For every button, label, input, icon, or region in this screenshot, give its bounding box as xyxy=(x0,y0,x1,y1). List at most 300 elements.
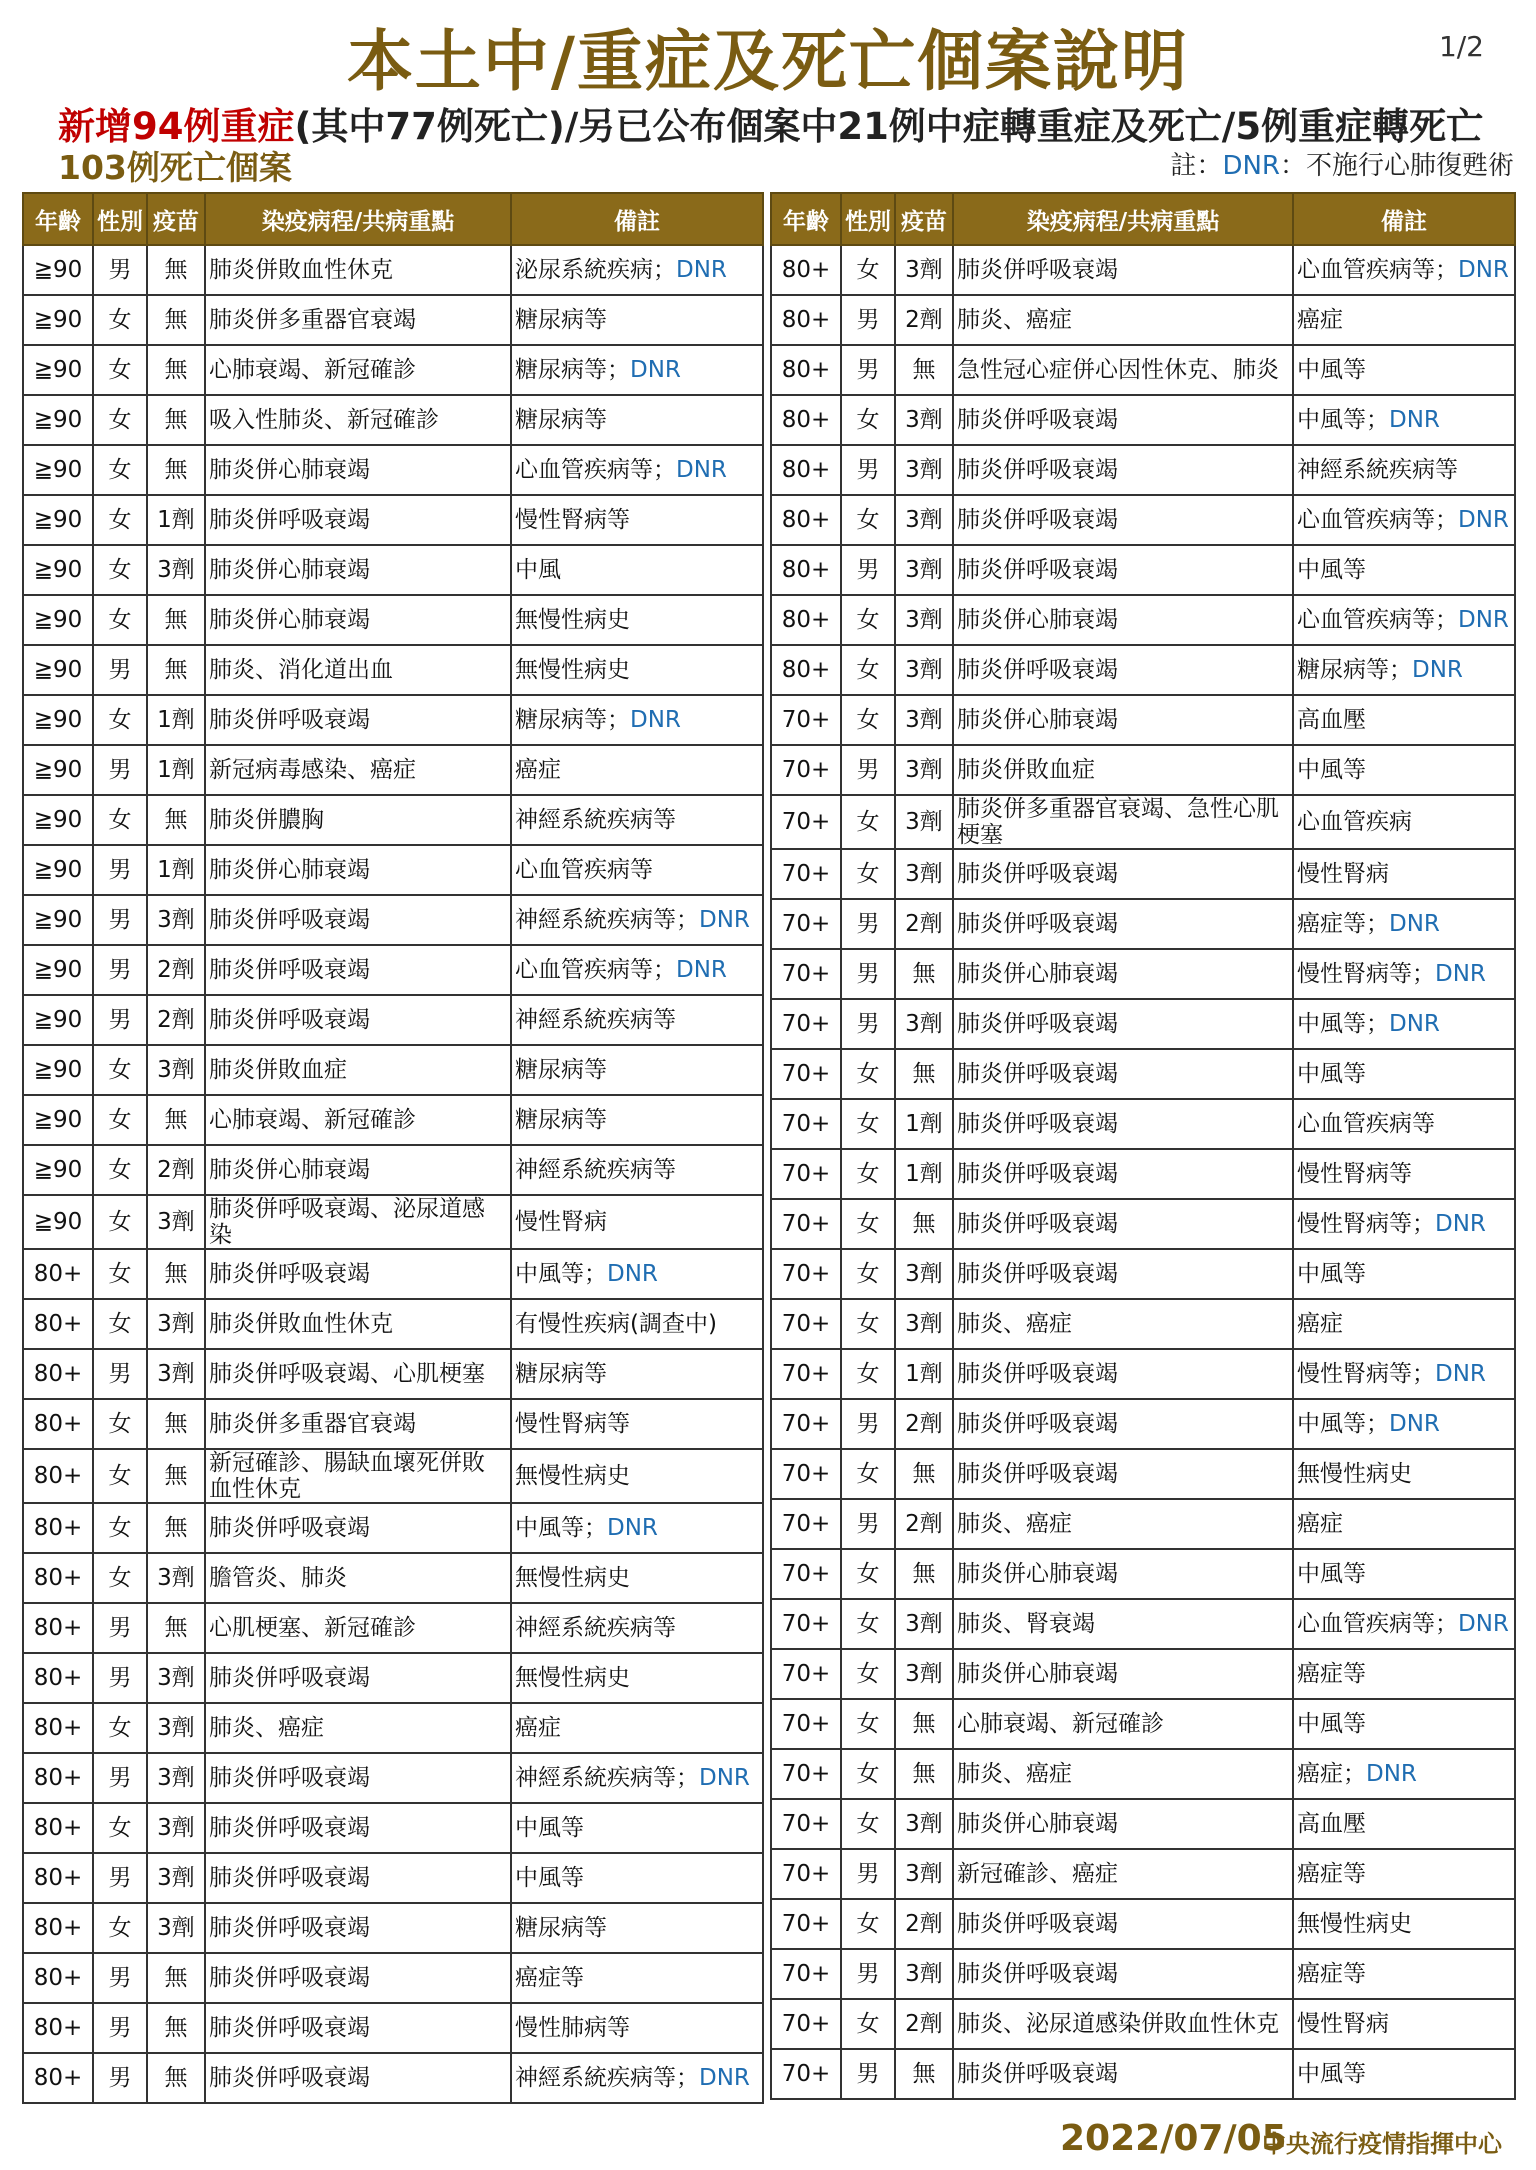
header-age: 年齡 xyxy=(23,193,93,245)
table-row xyxy=(23,295,763,345)
cell-course: 肺炎併呼吸衰竭 xyxy=(953,1349,1293,1399)
cell-remarks xyxy=(1293,645,1515,695)
remark-text: 無慢性病史 xyxy=(1297,1461,1412,1487)
cell-age: 80+ xyxy=(23,1653,93,1703)
cell-age: ≧90 xyxy=(23,1045,93,1095)
cell-remarks xyxy=(511,1553,763,1603)
cell-vaccine: 無 xyxy=(147,645,205,695)
cell-remarks xyxy=(511,995,763,1045)
remark-text: 癌症 xyxy=(515,1715,561,1741)
cell-sex: 女 xyxy=(93,395,147,445)
cell-vaccine: 無 xyxy=(147,295,205,345)
dnr-tag: DNR xyxy=(1389,1411,1440,1437)
cell-sex: 男 xyxy=(93,1953,147,2003)
cell-remarks xyxy=(1293,295,1515,345)
cell-course: 肺炎併呼吸衰竭 xyxy=(953,2049,1293,2099)
cell-remarks xyxy=(1293,1599,1515,1649)
cell-age: ≧90 xyxy=(23,1195,93,1249)
table-row xyxy=(771,495,1515,545)
cell-course: 肺炎併心肺衰竭 xyxy=(953,1549,1293,1599)
cell-course: 肺炎併多重器官衰竭 xyxy=(205,295,511,345)
cell-sex: 男 xyxy=(93,845,147,895)
remark-separator: ； xyxy=(676,1765,699,1791)
table-row xyxy=(771,2049,1515,2099)
cell-vaccine: 3劑 xyxy=(895,445,953,495)
cell-age: ≧90 xyxy=(23,595,93,645)
cell-sex: 男 xyxy=(841,295,895,345)
cell-sex: 女 xyxy=(93,1803,147,1853)
note-prefix: 註： xyxy=(1170,151,1223,181)
cell-vaccine: 1劑 xyxy=(147,495,205,545)
cell-remarks xyxy=(511,1903,763,1953)
table-header-row xyxy=(771,193,1515,245)
remark-text: 中風等 xyxy=(1297,1711,1366,1737)
cell-sex: 女 xyxy=(93,795,147,845)
cell-course: 肺炎併呼吸衰竭 xyxy=(953,645,1293,695)
remark-text: 中風等 xyxy=(1297,2061,1366,2087)
cell-remarks xyxy=(1293,1349,1515,1399)
table-row xyxy=(771,1049,1515,1099)
cell-age: 80+ xyxy=(771,495,841,545)
cell-vaccine: 無 xyxy=(147,2003,205,2053)
table-row xyxy=(23,395,763,445)
cell-age: 70+ xyxy=(771,1199,841,1249)
cell-age: ≧90 xyxy=(23,895,93,945)
table-row xyxy=(771,795,1515,849)
table-row xyxy=(23,795,763,845)
remark-separator: ； xyxy=(676,2065,699,2091)
table-row xyxy=(771,1899,1515,1949)
cell-course: 肺炎併心肺衰竭 xyxy=(953,595,1293,645)
table-row xyxy=(23,945,763,995)
cell-course: 肺炎併心肺衰竭 xyxy=(205,545,511,595)
cell-remarks xyxy=(511,495,763,545)
dnr-tag: DNR xyxy=(1389,407,1440,433)
cell-remarks xyxy=(1293,1049,1515,1099)
cell-course: 肺炎併心肺衰竭 xyxy=(953,1649,1293,1699)
cell-remarks xyxy=(511,745,763,795)
cell-course: 肺炎、消化道出血 xyxy=(205,645,511,695)
cell-age: 80+ xyxy=(23,1449,93,1503)
cell-remarks xyxy=(511,1703,763,1753)
left-table-body xyxy=(23,245,763,2103)
cell-age: ≧90 xyxy=(23,1095,93,1145)
cell-vaccine: 無 xyxy=(147,395,205,445)
cell-sex: 女 xyxy=(93,1399,147,1449)
cell-vaccine: 1劑 xyxy=(147,845,205,895)
cell-age: 80+ xyxy=(23,2003,93,2053)
cell-vaccine: 3劑 xyxy=(895,695,953,745)
table-row xyxy=(771,1699,1515,1749)
cell-course: 心肺衰竭、新冠確診 xyxy=(205,1095,511,1145)
cell-sex: 女 xyxy=(841,1099,895,1149)
header-sex: 性別 xyxy=(93,193,147,245)
cell-vaccine: 3劑 xyxy=(147,545,205,595)
table-row xyxy=(23,1553,763,1603)
table-row xyxy=(23,2053,763,2103)
cell-vaccine: 2劑 xyxy=(895,295,953,345)
cell-sex: 女 xyxy=(841,1149,895,1199)
cell-remarks xyxy=(1293,1499,1515,1549)
remark-separator: ； xyxy=(1412,961,1435,987)
remark-text: 中風等 xyxy=(1297,557,1366,583)
cell-remarks xyxy=(511,1503,763,1553)
table-header-row xyxy=(23,193,763,245)
cell-course: 肺炎併呼吸衰竭 xyxy=(205,1249,511,1299)
cell-sex: 女 xyxy=(93,695,147,745)
cell-age: ≧90 xyxy=(23,845,93,895)
cell-course: 肺炎併呼吸衰竭 xyxy=(205,1953,511,2003)
cell-age: ≧90 xyxy=(23,245,93,295)
subtitle-detail: (其中77例死亡)/另已公布個案中21例中症轉重症及死亡/5例重症轉死亡 xyxy=(294,105,1484,148)
cell-remarks xyxy=(1293,949,1515,999)
table-row xyxy=(771,295,1515,345)
cell-age: 70+ xyxy=(771,1099,841,1149)
cell-sex: 男 xyxy=(93,995,147,1045)
cell-course: 肺炎併心肺衰竭 xyxy=(953,695,1293,745)
header-remarks: 備註 xyxy=(511,193,763,245)
cell-age: 70+ xyxy=(771,1799,841,1849)
cell-vaccine: 3劑 xyxy=(895,1949,953,1999)
table-row xyxy=(771,1499,1515,1549)
cell-remarks xyxy=(1293,1649,1515,1699)
cell-age: 80+ xyxy=(23,1603,93,1653)
cell-course: 肺炎併呼吸衰竭 xyxy=(205,1753,511,1803)
cell-sex: 女 xyxy=(841,495,895,545)
cell-remarks xyxy=(1293,1749,1515,1799)
remark-text: 無慢性病史 xyxy=(515,607,630,633)
cell-course: 肺炎併呼吸衰竭 xyxy=(953,1399,1293,1449)
cell-age: 70+ xyxy=(771,849,841,899)
remark-text: 心血管疾病等 xyxy=(1297,257,1435,283)
cell-remarks xyxy=(1293,495,1515,545)
remark-text: 糖尿病等 xyxy=(515,357,607,383)
cell-vaccine: 無 xyxy=(147,1503,205,1553)
cell-sex: 女 xyxy=(93,1703,147,1753)
cell-vaccine: 無 xyxy=(147,1449,205,1503)
cell-sex: 男 xyxy=(841,1849,895,1899)
remark-text: 癌症等 xyxy=(1297,1861,1366,1887)
cell-course: 心肌梗塞、新冠確診 xyxy=(205,1603,511,1653)
cell-vaccine: 無 xyxy=(147,1095,205,1145)
cell-sex: 女 xyxy=(93,445,147,495)
dnr-tag: DNR xyxy=(630,357,681,383)
table-row xyxy=(771,1349,1515,1399)
cell-age: 70+ xyxy=(771,1649,841,1699)
remark-text: 癌症等 xyxy=(515,1965,584,1991)
cell-remarks xyxy=(511,395,763,445)
cell-remarks xyxy=(1293,1199,1515,1249)
cell-remarks xyxy=(1293,1249,1515,1299)
cell-vaccine: 3劑 xyxy=(895,1599,953,1649)
cell-vaccine: 2劑 xyxy=(895,1899,953,1949)
cell-age: 80+ xyxy=(771,395,841,445)
cell-course: 肺炎併心肺衰竭 xyxy=(953,1799,1293,1849)
cell-course: 肺炎併呼吸衰竭 xyxy=(953,899,1293,949)
cell-course: 肺炎併呼吸衰竭 xyxy=(205,2003,511,2053)
cell-vaccine: 無 xyxy=(895,1199,953,1249)
cell-age: 80+ xyxy=(771,545,841,595)
cell-sex: 男 xyxy=(93,2003,147,2053)
remark-text: 心血管疾病等 xyxy=(1297,507,1435,533)
cell-sex: 女 xyxy=(841,1549,895,1599)
table-row xyxy=(23,1095,763,1145)
cell-vaccine: 1劑 xyxy=(895,1149,953,1199)
cell-vaccine: 3劑 xyxy=(147,1753,205,1803)
table-row xyxy=(23,595,763,645)
cell-sex: 女 xyxy=(841,645,895,695)
remark-text: 中風等 xyxy=(1297,1061,1366,1087)
cell-age: 70+ xyxy=(771,1399,841,1449)
cell-vaccine: 2劑 xyxy=(895,1499,953,1549)
remark-text: 神經系統疾病等 xyxy=(515,807,676,833)
cell-sex: 男 xyxy=(841,1949,895,1999)
cell-age: 70+ xyxy=(771,1699,841,1749)
cell-age: ≧90 xyxy=(23,645,93,695)
cell-age: 80+ xyxy=(23,1703,93,1753)
cell-course: 急性冠心症併心因性休克、肺炎 xyxy=(953,345,1293,395)
cell-age: ≧90 xyxy=(23,295,93,345)
remark-text: 癌症 xyxy=(1297,307,1343,333)
cell-vaccine: 無 xyxy=(895,2049,953,2099)
cell-vaccine: 無 xyxy=(147,795,205,845)
cell-remarks xyxy=(511,1399,763,1449)
cell-sex: 男 xyxy=(93,945,147,995)
cell-remarks xyxy=(1293,245,1515,295)
cell-remarks xyxy=(511,1145,763,1195)
cell-course: 肺炎併心肺衰竭 xyxy=(953,949,1293,999)
cell-age: 80+ xyxy=(23,1753,93,1803)
cell-course: 肺炎併心肺衰竭 xyxy=(205,445,511,495)
table-row xyxy=(23,1953,763,2003)
header-course: 染疫病程/共病重點 xyxy=(205,193,511,245)
cell-age: 70+ xyxy=(771,1499,841,1549)
cell-age: 80+ xyxy=(23,1399,93,1449)
cell-vaccine: 2劑 xyxy=(147,945,205,995)
cell-sex: 女 xyxy=(93,1195,147,1249)
cell-vaccine: 3劑 xyxy=(895,1799,953,1849)
table-row xyxy=(771,1849,1515,1899)
cell-course: 肺炎併呼吸衰竭 xyxy=(205,1903,511,1953)
cell-sex: 女 xyxy=(841,1899,895,1949)
cell-vaccine: 3劑 xyxy=(147,1703,205,1753)
table-row xyxy=(23,1145,763,1195)
cell-vaccine: 3劑 xyxy=(895,595,953,645)
footer-org: 中央流行疫情指揮中心 xyxy=(1262,2130,1502,2158)
cell-vaccine: 2劑 xyxy=(147,995,205,1045)
cell-age: ≧90 xyxy=(23,495,93,545)
cell-sex: 男 xyxy=(841,745,895,795)
cell-course: 肺炎併敗血性休克 xyxy=(205,245,511,295)
cell-sex: 男 xyxy=(841,545,895,595)
dnr-tag: DNR xyxy=(1458,1611,1509,1637)
cell-vaccine: 無 xyxy=(895,1699,953,1749)
table-row xyxy=(771,999,1515,1049)
cell-sex: 女 xyxy=(841,1199,895,1249)
table-row xyxy=(23,1753,763,1803)
cell-age: 80+ xyxy=(771,245,841,295)
dnr-tag: DNR xyxy=(1389,911,1440,937)
cell-remarks xyxy=(1293,445,1515,495)
table-row xyxy=(771,1149,1515,1199)
cell-course: 肺炎、癌症 xyxy=(953,1499,1293,1549)
cell-age: 80+ xyxy=(23,1503,93,1553)
cell-vaccine: 3劑 xyxy=(895,545,953,595)
table-row xyxy=(23,1399,763,1449)
cell-course: 肺炎併呼吸衰竭 xyxy=(205,1653,511,1703)
remark-text: 心血管疾病 xyxy=(1297,809,1412,835)
case-table-right xyxy=(770,192,1516,2100)
table-row xyxy=(23,345,763,395)
cell-vaccine: 3劑 xyxy=(895,795,953,849)
cell-remarks xyxy=(1293,395,1515,445)
remark-separator: ； xyxy=(653,457,676,483)
cell-vaccine: 無 xyxy=(147,595,205,645)
table-row xyxy=(771,849,1515,899)
dnr-tag: DNR xyxy=(676,457,727,483)
header-age: 年齡 xyxy=(771,193,841,245)
cell-vaccine: 3劑 xyxy=(147,895,205,945)
cell-course: 肺炎併呼吸衰竭、泌尿道感染 xyxy=(205,1195,511,1249)
cell-remarks xyxy=(1293,849,1515,899)
remark-text: 中風等 xyxy=(515,1815,584,1841)
cell-remarks xyxy=(1293,1399,1515,1449)
cell-sex: 女 xyxy=(93,1045,147,1095)
remark-text: 糖尿病等 xyxy=(515,707,607,733)
table-row xyxy=(23,1349,763,1399)
cell-remarks xyxy=(1293,1549,1515,1599)
cell-vaccine: 3劑 xyxy=(147,1653,205,1703)
cell-sex: 女 xyxy=(93,1249,147,1299)
cell-age: 80+ xyxy=(23,1903,93,1953)
cell-vaccine: 3劑 xyxy=(147,1903,205,1953)
page-indicator: 1/2 xyxy=(1438,30,1484,63)
cell-age: 80+ xyxy=(771,345,841,395)
cell-course: 膽管炎、肺炎 xyxy=(205,1553,511,1603)
cell-age: 80+ xyxy=(23,1553,93,1603)
remark-text: 中風等 xyxy=(1297,357,1366,383)
cell-sex: 男 xyxy=(841,2049,895,2099)
cell-sex: 女 xyxy=(841,595,895,645)
cell-age: 70+ xyxy=(771,949,841,999)
cell-vaccine: 3劑 xyxy=(895,1299,953,1349)
dnr-tag: DNR xyxy=(607,1515,658,1541)
cell-remarks xyxy=(1293,745,1515,795)
table-row xyxy=(771,899,1515,949)
table-row xyxy=(771,245,1515,295)
cell-remarks xyxy=(511,1653,763,1703)
remark-text: 心血管疾病等 xyxy=(515,457,653,483)
cell-vaccine: 3劑 xyxy=(895,745,953,795)
remark-text: 慢性腎病 xyxy=(515,1209,607,1235)
cell-course: 肺炎併呼吸衰竭 xyxy=(205,1503,511,1553)
table-row xyxy=(23,895,763,945)
cell-vaccine: 無 xyxy=(895,345,953,395)
cell-course: 肺炎併呼吸衰竭 xyxy=(953,1249,1293,1299)
remark-text: 泌尿系統疾病 xyxy=(515,257,653,283)
table-row xyxy=(771,1249,1515,1299)
remark-text: 癌症 xyxy=(515,757,561,783)
cell-age: 70+ xyxy=(771,899,841,949)
cell-sex: 女 xyxy=(93,295,147,345)
cell-remarks xyxy=(511,695,763,745)
table-row xyxy=(23,1903,763,1953)
cell-sex: 女 xyxy=(841,849,895,899)
cell-course: 新冠確診、癌症 xyxy=(953,1849,1293,1899)
header-vaccine: 疫苗 xyxy=(147,193,205,245)
cell-remarks xyxy=(511,345,763,395)
cell-vaccine: 3劑 xyxy=(895,245,953,295)
remark-separator: ； xyxy=(653,257,676,283)
remark-text: 心血管疾病等 xyxy=(515,857,653,883)
remark-text: 糖尿病等 xyxy=(1297,657,1389,683)
cell-sex: 男 xyxy=(93,1653,147,1703)
cell-remarks xyxy=(1293,1899,1515,1949)
cell-age: ≧90 xyxy=(23,345,93,395)
cell-vaccine: 無 xyxy=(895,1049,953,1099)
remark-separator: ； xyxy=(1435,607,1458,633)
cell-remarks xyxy=(511,1045,763,1095)
table-row xyxy=(771,1199,1515,1249)
remark-text: 心血管疾病等 xyxy=(1297,1611,1435,1637)
remark-text: 心血管疾病等 xyxy=(1297,1111,1435,1137)
cell-vaccine: 2劑 xyxy=(895,1399,953,1449)
cell-remarks xyxy=(1293,1099,1515,1149)
cell-course: 新冠病毒感染、癌症 xyxy=(205,745,511,795)
cell-course: 肺炎併多重器官衰竭 xyxy=(205,1399,511,1449)
cell-remarks xyxy=(1293,999,1515,1049)
note-text: ：不施行心肺復甦術 xyxy=(1279,151,1514,181)
cell-vaccine: 3劑 xyxy=(147,1803,205,1853)
cell-course: 肺炎併呼吸衰竭 xyxy=(953,395,1293,445)
table-row xyxy=(23,695,763,745)
table-row xyxy=(771,645,1515,695)
cell-vaccine: 1劑 xyxy=(895,1349,953,1399)
cell-vaccine: 3劑 xyxy=(895,1249,953,1299)
dnr-tag: DNR xyxy=(676,957,727,983)
cell-vaccine: 3劑 xyxy=(147,1045,205,1095)
cell-course: 肺炎併敗血症 xyxy=(205,1045,511,1095)
header-course: 染疫病程/共病重點 xyxy=(953,193,1293,245)
cell-course: 新冠確診、腸缺血壞死併敗血性休克 xyxy=(205,1449,511,1503)
cell-age: 80+ xyxy=(23,1299,93,1349)
cell-remarks xyxy=(511,895,763,945)
header-remarks: 備註 xyxy=(1293,193,1515,245)
cell-remarks xyxy=(511,295,763,345)
cell-sex: 女 xyxy=(93,1553,147,1603)
subtitle xyxy=(58,102,1483,152)
cell-sex: 女 xyxy=(841,1299,895,1349)
cell-sex: 男 xyxy=(93,745,147,795)
cell-vaccine: 1劑 xyxy=(895,1099,953,1149)
table-row xyxy=(23,1195,763,1249)
table-row xyxy=(771,1599,1515,1649)
cell-sex: 男 xyxy=(93,1753,147,1803)
cell-age: ≧90 xyxy=(23,1145,93,1195)
table-row xyxy=(23,995,763,1045)
table-row xyxy=(23,545,763,595)
remark-text: 心血管疾病等 xyxy=(1297,607,1435,633)
cell-sex: 女 xyxy=(841,695,895,745)
cell-sex: 女 xyxy=(841,1349,895,1399)
cell-remarks xyxy=(511,645,763,695)
remark-text: 慢性腎病 xyxy=(1297,861,1389,887)
remark-text: 癌症等 xyxy=(1297,1961,1366,1987)
dnr-tag: DNR xyxy=(699,1765,750,1791)
remark-text: 慢性腎病等 xyxy=(1297,1211,1412,1237)
cell-course: 肺炎併呼吸衰竭 xyxy=(205,1803,511,1853)
cell-remarks xyxy=(511,845,763,895)
